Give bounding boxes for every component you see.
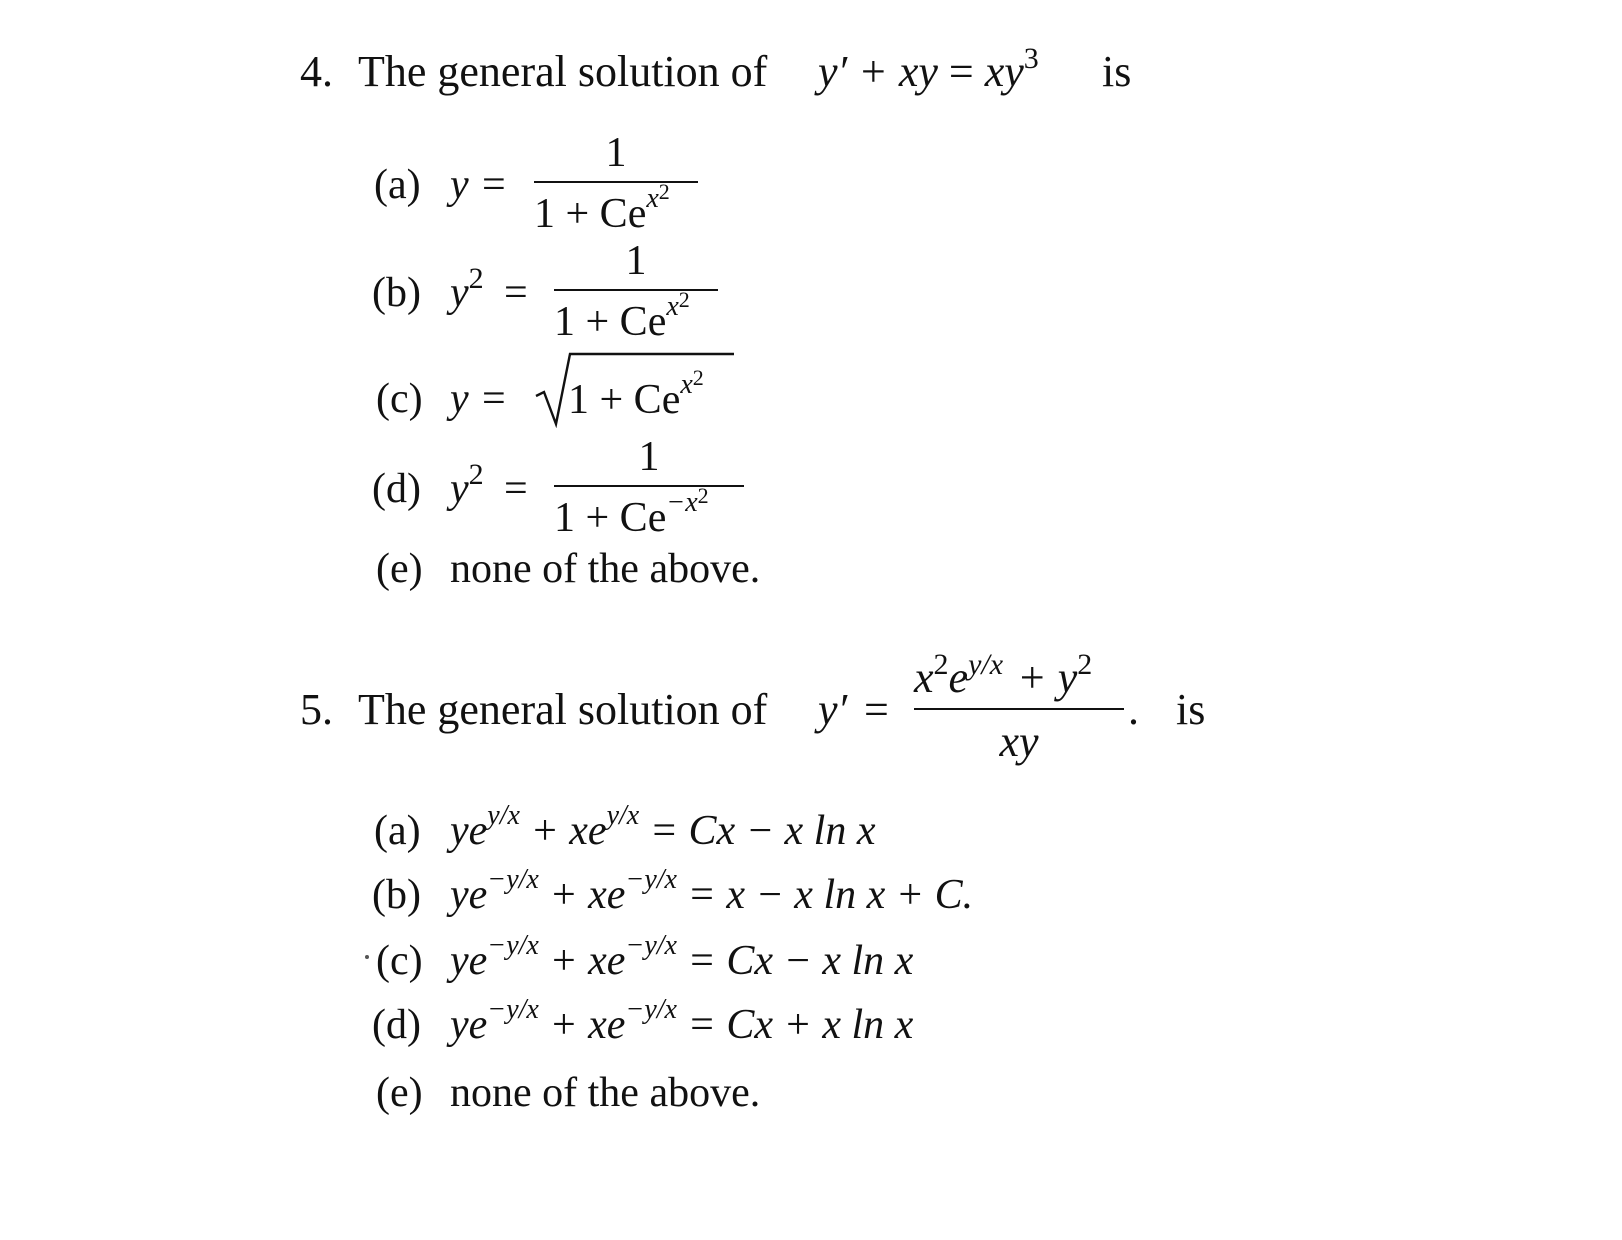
option-lhs: y	[450, 376, 469, 422]
option-eq: =	[482, 376, 506, 422]
fraction-bar	[914, 708, 1124, 710]
q4-number: 4.	[300, 47, 333, 96]
option-eq: =	[504, 270, 528, 316]
option-expression: $ye^{-y/x} + xe^{-y/x} = Cx + x$ ln x	[450, 994, 914, 1048]
q5-lhs: y′	[818, 685, 848, 734]
fraction-numerator: 1	[625, 238, 647, 284]
fraction-denominator: $1 + Ce^{x2}$	[554, 287, 690, 345]
option-text: none of the above.	[450, 1070, 761, 1116]
stray-mark	[365, 955, 369, 959]
fraction-numerator: 1	[638, 434, 660, 480]
option-label: (d)	[372, 1002, 421, 1048]
q5-numerator: $x^2e^{y/x} + y^2$	[914, 648, 1093, 702]
option-eq: =	[504, 466, 528, 512]
option-expression: $ye^{y/x} + xe^{y/x} = Cx - x$ ln x	[450, 800, 876, 854]
option-label: (d)	[372, 466, 421, 512]
q5-denominator: xy	[999, 717, 1039, 766]
option-eq: =	[482, 162, 506, 208]
q5-eq: =	[864, 685, 889, 734]
option-label: (a)	[374, 162, 421, 208]
fraction-denominator: $1 + Ce^{x2}$	[534, 179, 670, 237]
option-label: (c)	[376, 376, 423, 422]
option-expression: $ye^{-y/x} + xe^{-y/x} = Cx - x$ ln x	[450, 930, 914, 984]
q4-equation: y′ + xy = $xy^3$	[818, 42, 1039, 96]
option-label: (b)	[372, 872, 421, 918]
option-label: (c)	[376, 938, 423, 984]
q5-number: 5.	[300, 685, 333, 734]
option-label: (b)	[372, 270, 421, 316]
fraction-denominator: $1 + Ce^{-x2}$	[554, 483, 709, 541]
fraction-bar	[534, 181, 698, 183]
q4-tail: is	[1102, 47, 1132, 96]
option-lhs: $y^2$	[450, 458, 484, 512]
fraction-numerator: 1	[605, 130, 627, 176]
option-label: (a)	[374, 808, 421, 854]
q5-period: .	[1128, 685, 1139, 734]
option-lhs: y	[450, 162, 469, 208]
fraction-bar	[554, 289, 718, 291]
option-text: none of the above.	[450, 546, 761, 592]
radicand: $1 + Ce^{x2}$	[568, 365, 704, 423]
option-label: (e)	[376, 1070, 423, 1116]
q4-lead: The general solution of	[358, 47, 768, 96]
fraction-bar	[554, 485, 744, 487]
option-label: (e)	[376, 546, 423, 592]
option-lhs: $y^2$	[450, 262, 484, 316]
q5-lead: The general solution of	[358, 685, 768, 734]
q5-tail: is	[1176, 685, 1206, 734]
option-expression: $ye^{-y/x} + xe^{-y/x} = x - x$ ln x + C.	[450, 864, 974, 918]
